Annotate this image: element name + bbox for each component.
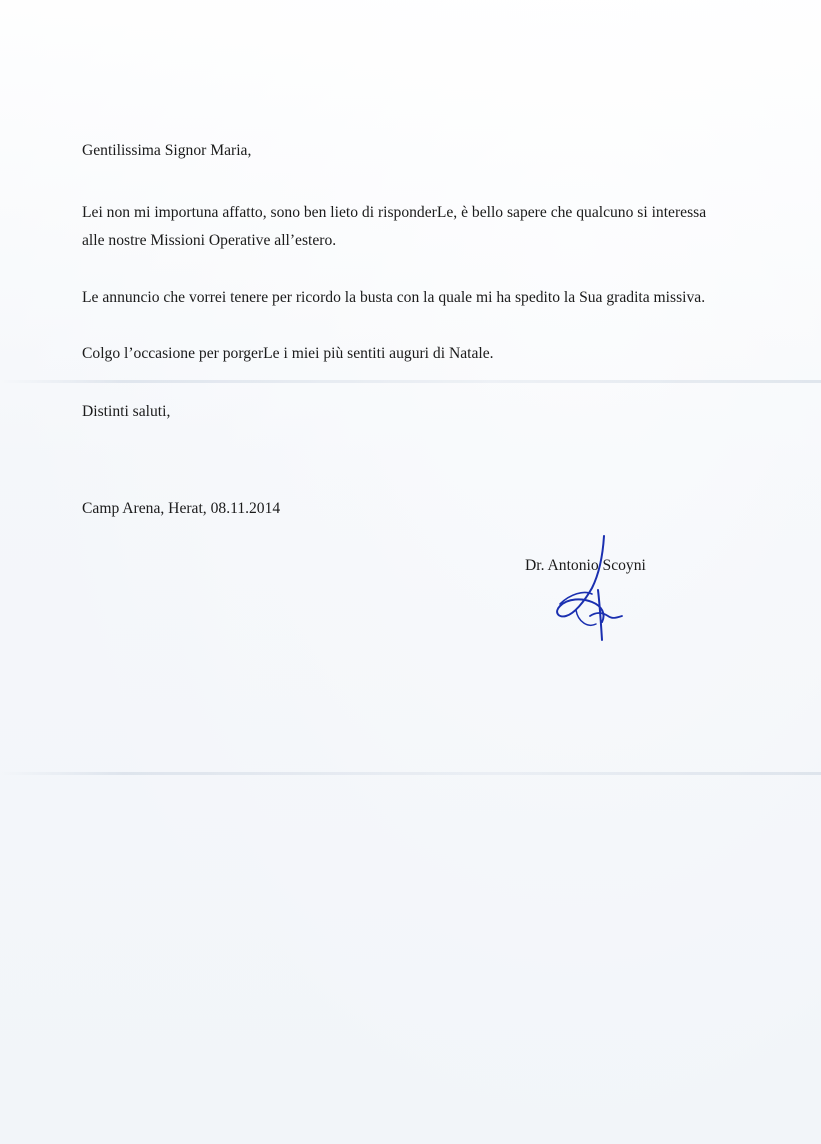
closing: Distinti saluti,: [82, 403, 171, 420]
greeting: Gentilissima Signor Maria,: [82, 142, 252, 159]
paragraph-3: Colgo l’occasione per porgerLe i miei più sentiti auguri di Natale.: [82, 345, 494, 362]
place-date: Camp Arena, Herat, 08.11.2014: [82, 500, 281, 517]
signer-name: Dr. Antonio Scoyni: [525, 557, 646, 574]
paper-fold-line: [0, 380, 821, 383]
paragraph-1-line-2: alle nostre Missioni Operative all’estero.: [82, 232, 337, 249]
paragraph-2: Le annuncio che vorrei tenere per ricordo la busta con la quale mi ha spedito la Sua gradita missiva.: [82, 289, 706, 306]
handwritten-signature: [548, 532, 638, 647]
paragraph-1-line-1: Lei non mi importuna affatto, sono ben lieto di risponderLe, è bello sapere che qualcuno si interessa: [82, 204, 707, 221]
paper-fold-line: [0, 772, 821, 775]
